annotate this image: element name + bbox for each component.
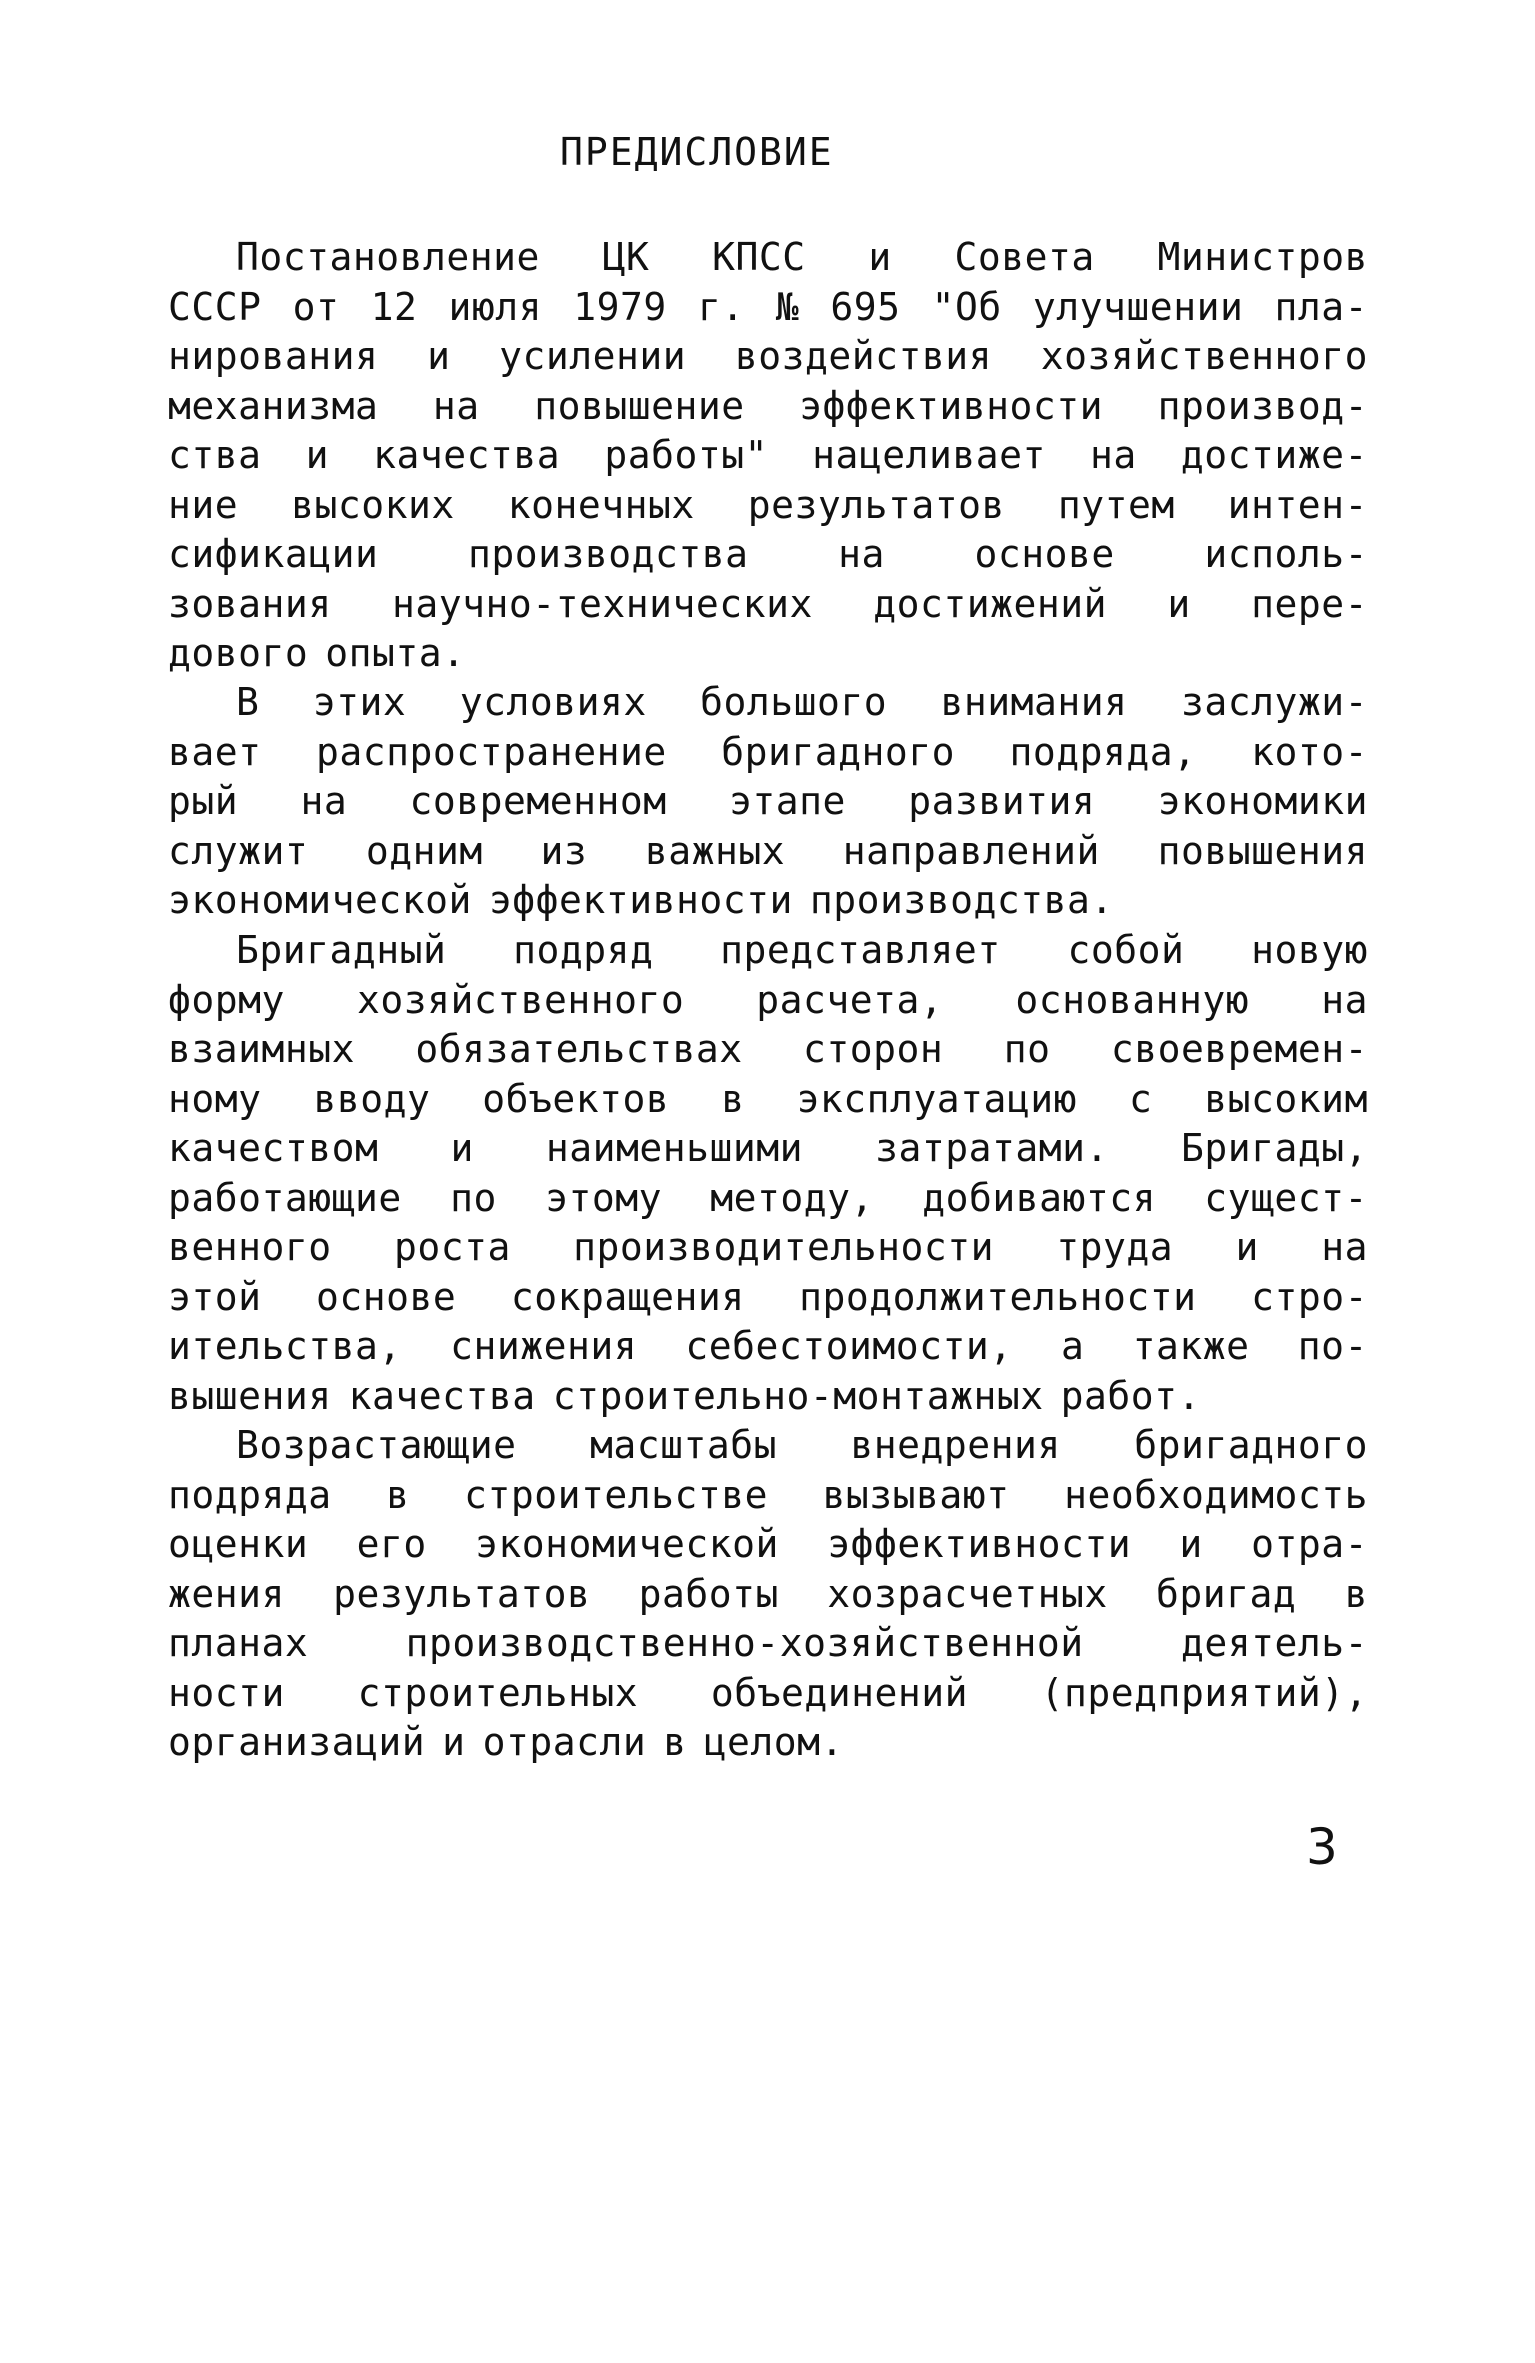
word: Бригадный	[236, 928, 447, 972]
word: целом.	[703, 1720, 844, 1764]
word: взаимных	[168, 1027, 356, 1071]
word: механизма	[168, 383, 379, 428]
word: также	[1132, 1324, 1250, 1368]
word: нирования	[168, 334, 379, 378]
word: г.	[697, 284, 745, 329]
text-line	[168, 976, 1368, 1026]
word: этой	[168, 1274, 262, 1319]
word: рый	[168, 779, 239, 823]
word: оценки	[168, 1522, 309, 1566]
word: собой	[1067, 928, 1185, 972]
text-line	[168, 332, 1368, 382]
word: служит	[168, 828, 309, 873]
word: в	[721, 1076, 745, 1121]
word: продолжительности	[799, 1274, 1197, 1319]
word: вводу	[313, 1076, 431, 1121]
word: внедрения	[850, 1423, 1061, 1467]
word: расчета,	[756, 977, 944, 1022]
word: результатов	[333, 1571, 591, 1616]
word: работы	[638, 1571, 779, 1616]
word: Бригады,	[1180, 1126, 1368, 1170]
word: экономической	[168, 878, 472, 922]
word: 12	[370, 284, 418, 329]
word: объектов	[482, 1076, 670, 1121]
word: усилении	[499, 334, 687, 378]
word: заслужи-	[1180, 680, 1368, 724]
word: и	[1167, 581, 1191, 626]
word: бригадного	[721, 729, 955, 774]
word: ЦК	[602, 235, 650, 279]
text-line	[168, 1421, 1368, 1471]
word: обязательствах	[415, 1027, 743, 1071]
text-line	[168, 481, 1368, 531]
word: ному	[168, 1076, 262, 1121]
word: конечных	[507, 482, 695, 527]
page-number: 3	[1306, 1818, 1338, 1876]
word: объединений	[710, 1670, 968, 1715]
word: качества	[373, 433, 561, 477]
word: его	[356, 1522, 427, 1566]
word: сификации	[168, 532, 379, 576]
text-line	[168, 1372, 1368, 1422]
word: работ.	[1060, 1373, 1201, 1418]
paragraph-3	[168, 926, 1368, 1421]
word: организаций	[168, 1720, 426, 1764]
word: отрасли	[482, 1720, 647, 1764]
word: опыта.	[325, 631, 466, 675]
word: на	[1090, 433, 1137, 477]
text-line	[168, 1124, 1368, 1174]
text-line	[168, 1570, 1368, 1620]
word: результатов	[747, 482, 1005, 527]
word: нацеливает	[812, 433, 1046, 477]
word: на	[432, 383, 480, 428]
word: качества	[348, 1373, 536, 1418]
text-line	[168, 1718, 1368, 1768]
text-line	[168, 283, 1368, 333]
word: бригад	[1156, 1571, 1297, 1616]
word: направлений	[842, 828, 1100, 873]
text-line	[168, 678, 1368, 728]
word: достижений	[873, 581, 1107, 626]
text-line	[168, 827, 1368, 877]
word: "Об	[931, 284, 1002, 329]
word: себестоимости,	[685, 1324, 1013, 1368]
text-line	[168, 1669, 1368, 1719]
word: форму	[168, 977, 285, 1022]
word: экономической	[474, 1522, 779, 1566]
word: вышения	[168, 1373, 332, 1418]
word: этих	[312, 680, 407, 724]
word: сокращения	[510, 1274, 745, 1319]
word: на	[1321, 1225, 1368, 1269]
word: экономики	[1157, 779, 1368, 823]
word: высоких	[291, 482, 455, 527]
word: на	[1321, 977, 1368, 1022]
word: новую	[1251, 928, 1368, 972]
word: венного	[168, 1225, 332, 1269]
text-line	[168, 431, 1368, 481]
word: в	[1344, 1571, 1368, 1616]
word: производительности	[573, 1225, 994, 1269]
paragraph-1	[168, 233, 1368, 679]
word: подряда,	[1009, 729, 1197, 774]
text-line	[168, 382, 1368, 432]
word: дового	[168, 631, 309, 675]
word: наименьшими	[545, 1126, 804, 1170]
word: большого	[700, 680, 888, 724]
text-line	[168, 926, 1368, 976]
word: вает	[168, 729, 262, 774]
text-line	[168, 1025, 1368, 1075]
word: подряда	[168, 1472, 332, 1517]
word: этому	[545, 1175, 662, 1220]
word: и	[442, 1720, 466, 1764]
word: на	[300, 779, 348, 823]
word: пере-	[1251, 581, 1368, 626]
word: эффективности	[827, 1522, 1132, 1566]
word: КПСС	[712, 235, 806, 279]
word: зования	[168, 581, 332, 626]
word: ительства,	[168, 1324, 402, 1368]
text-line	[168, 728, 1368, 778]
word: одним	[365, 828, 483, 873]
word: и	[1179, 1522, 1203, 1566]
word: производства	[467, 532, 749, 576]
paragraph-2	[168, 678, 1368, 926]
word: ности	[168, 1670, 285, 1715]
word: Постановление	[236, 235, 540, 279]
word: методу,	[710, 1175, 874, 1220]
text-line	[168, 876, 1368, 926]
word: сторон	[803, 1027, 944, 1071]
word: ства	[168, 433, 262, 477]
word: В	[236, 680, 260, 724]
word: эффективности	[488, 878, 793, 922]
word: хозрасчетных	[827, 1571, 1108, 1616]
word: Совета	[954, 235, 1095, 279]
word: строительстве	[464, 1472, 768, 1517]
word: деятель-	[1180, 1621, 1368, 1665]
word: высоким	[1204, 1076, 1368, 1121]
word: научно-технических	[392, 581, 813, 626]
word: важных	[644, 828, 786, 873]
word: своевремен-	[1110, 1027, 1368, 1071]
word: Возрастающие	[236, 1423, 517, 1467]
word: отра-	[1251, 1522, 1368, 1566]
text-line	[168, 1520, 1368, 1570]
text-line	[168, 1174, 1368, 1224]
word: хозяйственного	[1040, 334, 1368, 378]
word: строительных	[357, 1670, 639, 1715]
word: строительно-монтажных	[552, 1373, 1044, 1418]
word: хозяйственного	[356, 977, 685, 1022]
word: эксплуатацию	[796, 1076, 1078, 1121]
word: производства.	[809, 878, 1114, 922]
text-line	[168, 1619, 1368, 1669]
word: современном	[409, 779, 667, 823]
word: бригадного	[1134, 1423, 1368, 1467]
word: жения	[168, 1571, 285, 1616]
text-line	[168, 1075, 1368, 1125]
word: от	[292, 284, 340, 329]
word: роста	[393, 1225, 511, 1269]
text-line	[168, 1322, 1368, 1372]
word: повышение	[534, 383, 745, 428]
word: работающие	[168, 1175, 402, 1220]
word: улучшении	[1032, 284, 1244, 329]
word: исполь-	[1204, 532, 1368, 576]
word: №	[775, 284, 800, 329]
word: распространение	[316, 729, 667, 774]
word: июля	[448, 284, 543, 329]
text-line	[168, 777, 1368, 827]
word: труда	[1056, 1225, 1174, 1269]
word: представляет	[720, 928, 1001, 972]
word: развития	[908, 779, 1096, 823]
word: производ-	[1157, 383, 1368, 428]
word: из	[540, 828, 588, 873]
word: вызывают	[822, 1472, 1010, 1517]
word: и	[427, 334, 451, 378]
word: пла-	[1274, 284, 1368, 329]
word: путем	[1057, 482, 1175, 527]
word: 1979	[573, 284, 667, 329]
word: достиже-	[1180, 433, 1368, 477]
word: условиях	[459, 680, 647, 724]
page-title: ПРЕДИСЛОВИЕ	[560, 130, 834, 174]
word: кото-	[1251, 729, 1368, 774]
word: по	[1003, 1027, 1051, 1071]
word: по	[450, 1175, 497, 1220]
word: СССР	[168, 284, 262, 329]
word: воздействия	[734, 334, 993, 378]
word: на	[838, 532, 885, 576]
word: необходимость	[1064, 1472, 1368, 1517]
text-line	[168, 629, 1368, 679]
word: в	[386, 1472, 410, 1517]
word: затратами.	[875, 1126, 1109, 1170]
word: с	[1128, 1076, 1153, 1121]
word: производственно-хозяйственной	[405, 1621, 1084, 1665]
text-line	[168, 580, 1368, 630]
word: сущест-	[1204, 1175, 1368, 1220]
word: Министров	[1157, 235, 1368, 279]
word: добиваются	[922, 1175, 1156, 1220]
word: эффективности	[799, 383, 1104, 428]
word: этапе	[729, 779, 846, 823]
word: планах	[168, 1621, 309, 1665]
word: (предприятий),	[1040, 1670, 1368, 1715]
word: основе	[316, 1274, 457, 1319]
word: повышения	[1157, 828, 1368, 873]
text-line	[168, 1223, 1368, 1273]
word: качеством	[168, 1126, 379, 1170]
word: и	[450, 1126, 474, 1170]
text-line	[168, 530, 1368, 580]
word: по-	[1297, 1324, 1368, 1368]
word: и	[305, 433, 330, 477]
text-line	[168, 233, 1368, 283]
word: снижения	[450, 1324, 638, 1368]
word: стро-	[1251, 1274, 1368, 1319]
paragraph-4	[168, 1421, 1368, 1768]
word: работы"	[604, 433, 768, 477]
word: основанную	[1015, 977, 1250, 1022]
word: а	[1060, 1324, 1085, 1368]
word: основе	[974, 532, 1115, 576]
word: в	[663, 1720, 687, 1764]
text-line	[168, 1273, 1368, 1323]
word: масштабы	[589, 1423, 777, 1467]
text-line	[168, 1471, 1368, 1521]
word: подряд	[513, 928, 654, 972]
word: и	[1235, 1225, 1259, 1269]
word: внимания	[940, 680, 1128, 724]
word: интен-	[1227, 482, 1368, 527]
word: и	[868, 235, 892, 279]
word: ние	[168, 482, 239, 527]
word: 695	[830, 284, 901, 329]
